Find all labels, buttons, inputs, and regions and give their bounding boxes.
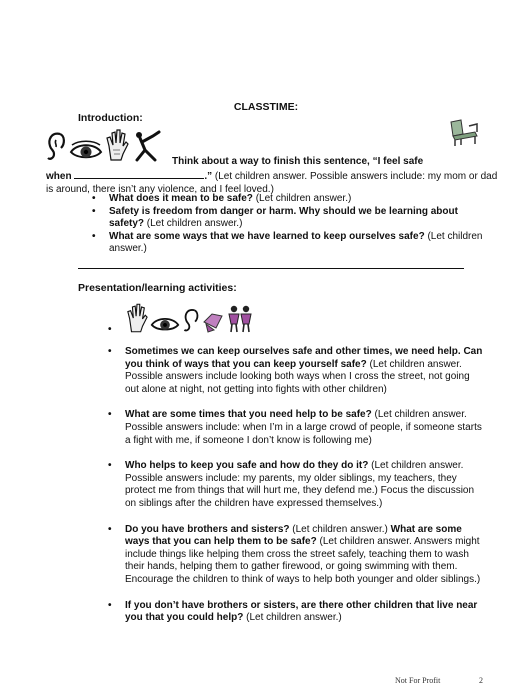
prompt-when: when xyxy=(46,171,72,182)
people-icon xyxy=(226,304,254,334)
prompt-rest: (Let children answer. Possible answers include: my mom or dad is around, there isn’t any violence, and I feel loved.) xyxy=(46,171,498,195)
section-divider xyxy=(78,268,464,269)
list-item xyxy=(92,231,492,256)
prompt-close: .” xyxy=(204,171,213,182)
list-item xyxy=(108,409,486,447)
chair-icon xyxy=(447,118,481,148)
bullet-note: (Let children answer. Possible answers include: when I’m in a large crowd of people, if someone starts a fight with me, if someone I don’t know is following me) xyxy=(125,409,482,446)
hand-icon xyxy=(126,302,148,334)
list-item xyxy=(92,193,492,206)
bullet-question: What does it mean to be safe? xyxy=(109,193,253,204)
icon-bullet: • xyxy=(108,324,112,335)
bullet-note: (Let children answer.) xyxy=(289,523,391,535)
list-item xyxy=(92,206,492,231)
bullet-question: Safety is freedom from danger or harm. Why should we be learning about safety? xyxy=(109,205,458,230)
bullet-question: Sometimes we can keep ourselves safe and other times, we need help. Can you think of ways that you can keep yourself safe? xyxy=(125,346,483,370)
bullet-question: Do you have brothers and sisters? xyxy=(125,523,290,535)
list-item xyxy=(108,524,486,587)
footer-text: Not For Profit xyxy=(395,676,441,685)
chair-icon-wrap xyxy=(447,118,481,151)
page-number: 2 xyxy=(479,676,483,685)
intro-bullet-list xyxy=(92,193,492,256)
presentation-bullet-list xyxy=(108,346,486,638)
list-item xyxy=(108,460,486,510)
eye-icon xyxy=(150,314,180,334)
bullet-question: What are some ways that you can help them to be safe? xyxy=(125,523,462,548)
ear-icon xyxy=(182,306,200,334)
bullet-question: If you don’t have brothers or sisters, are there other children that live near you that you could help? xyxy=(125,599,478,624)
bullet-note: (Let children answer. Answers might include things like helping them cross the street safely, teaching them to wash their hands, helping them to gather firewood, or going swimming with them. Encourage the children to think of ways to help both younger and older siblings.) xyxy=(125,536,481,585)
ear-icon xyxy=(45,130,67,162)
intro-prompt xyxy=(46,169,506,196)
presentation-heading: Presentation/learning activities: xyxy=(78,282,237,294)
presentation-icon-row xyxy=(126,302,254,334)
bullet-question: What are some times that you need help to be safe? xyxy=(125,409,372,421)
list-item xyxy=(108,600,486,625)
bullet-note: (Let children answer.) xyxy=(144,218,243,230)
introduction-heading: Introduction: xyxy=(78,112,143,124)
bullet-note: (Let children answer.) xyxy=(243,612,342,624)
page-title: CLASSTIME: xyxy=(233,101,299,113)
prompt-blank xyxy=(74,169,204,179)
hand-icon xyxy=(105,128,129,162)
bullet-note: (Let children answer. Possible answers include looking both ways when I cross the street, not going out alone at night, not getting into fights with other children) xyxy=(125,358,470,395)
bullet-note: (Let children answer.) xyxy=(252,193,352,204)
intro-prompt-bold: Think about a way to finish this sentence, “I feel safe xyxy=(172,156,424,167)
bullet-question: What are some ways that we have learned to keep ourselves safe? xyxy=(109,230,425,242)
intro-icon-row xyxy=(45,128,161,162)
bullet-note: (Let children answer.) xyxy=(109,230,483,255)
mouth-icon xyxy=(202,310,224,334)
bullet-question: Who helps to keep you safe and how do they do it? xyxy=(125,460,369,472)
eye-icon xyxy=(69,140,103,162)
list-item xyxy=(108,346,486,396)
bullet-note: (Let children answer. Possible answers include: my parents, my older siblings, my teachers, they protect me from things that will hurt me, they defend me.) Focus the discussion on siblings after the children have expressed themselves.) xyxy=(125,460,475,509)
stretching-person-icon xyxy=(131,130,161,162)
